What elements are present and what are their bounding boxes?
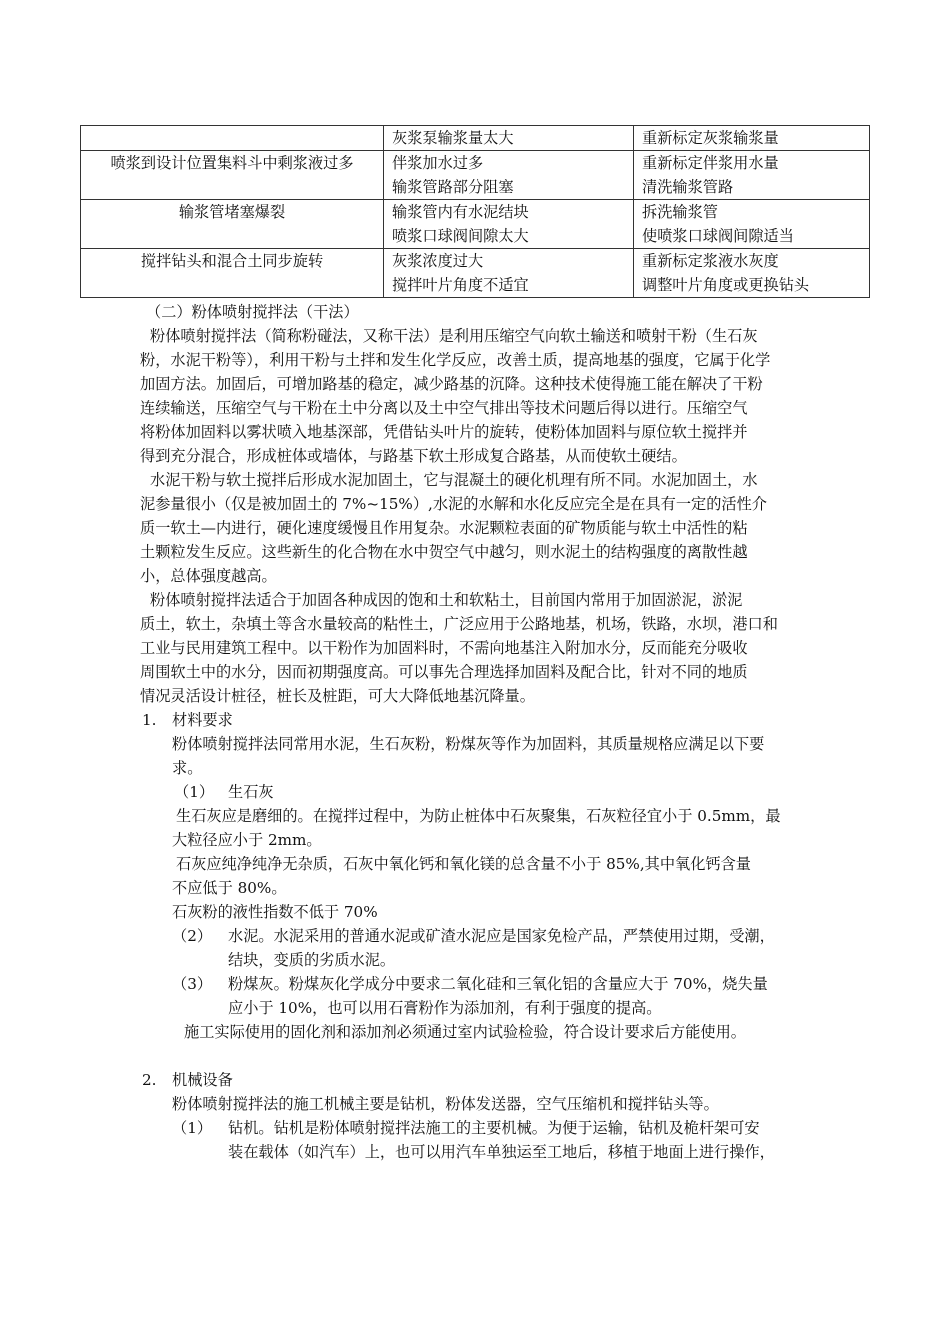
cause-text: 灰浆浓度过大 [392, 252, 484, 270]
paragraph-3 [140, 588, 816, 708]
section-2-heading [144, 1068, 816, 1092]
section-title: （二）粉体喷射搅拌法（干法） [146, 303, 359, 321]
sub-item-number: （3） [172, 975, 213, 993]
lime-text: 不应低于 80%。 [172, 879, 287, 897]
section-2-title: 机械设备 [172, 1071, 233, 1089]
sub-item-lime [172, 780, 816, 804]
blank-line [146, 1044, 816, 1068]
table-row [81, 249, 870, 298]
p2-line: 小，总体强度越高。 [140, 567, 277, 585]
sub-item-text: 结块，变质的劣质水泥。 [228, 951, 396, 969]
cause-text: 输浆管路部分阻塞 [392, 178, 514, 196]
section-1-content [172, 732, 816, 1044]
sub-item-title: 生石灰 [228, 783, 274, 801]
fix-text: 清洗输浆管路 [642, 178, 734, 196]
cause-cell [384, 126, 634, 151]
problem-cell [81, 126, 384, 151]
fix-cell [634, 249, 870, 298]
p2-line: 土颗粒发生反应。这些新生的化合物在水中贺空气中越匀，则水泥土的结构强度的离散性越 [140, 543, 748, 561]
fix-text: 重新标定浆液水灰度 [642, 252, 779, 270]
lime-text: 石灰粉的液性指数不低于 70% [172, 903, 378, 921]
p1-line: 得到充分混合，形成桩体或墙体，与路基下软土形成复合路基，从而使软土硬结。 [140, 447, 687, 465]
sub-item-cement [172, 924, 816, 972]
cause-text: 输浆管内有水泥结块 [392, 203, 529, 221]
sub-item-text: 水泥。水泥采用的普通水泥或矿渣水泥应是国家免检产品，严禁使用过期，受潮， [228, 927, 775, 945]
sub-item-text: 应小于 10%，也可以用石膏粉作为添加剂，有利于强度的提高。 [228, 999, 662, 1017]
paragraph-2 [140, 468, 816, 588]
p2-line: 泥参量很小（仅是被加固土的 7%~15%）,水泥的水解和水化反应完全是在具有一定的活性介 [140, 495, 767, 513]
p3-line: 质土，软土，杂填土等含水量较高的粘性土，广泛应用于公路地基，机场，铁路，水坝，港口和 [140, 615, 778, 633]
fix-text: 使喷浆口球阀间隙适当 [642, 227, 794, 245]
sub-item-text: 钻机。钻机是粉体喷射搅拌法施工的主要机械。为便于运输，钻机及桅杆架可安 [228, 1119, 760, 1137]
document-body [140, 300, 816, 1164]
problem-text: 搅拌钻头和混合土同步旋转 [140, 252, 324, 270]
cause-cell [384, 151, 634, 200]
problem-cell [81, 151, 384, 200]
troubleshooting-table [80, 125, 870, 298]
table-row [81, 200, 870, 249]
sub-item-flyash [172, 972, 816, 1020]
cause-text: 搅拌叶片角度不适宜 [392, 276, 529, 294]
cause-text: 灰浆泵输浆量太大 [392, 129, 514, 147]
lime-text: 生石灰应是磨细的。在搅拌过程中，为防止桩体中石灰聚集，石灰粒径宜小于 0.5mm，最 [176, 807, 781, 825]
fix-text: 调整叶片角度或更换钻头 [642, 276, 810, 294]
table-row [81, 151, 870, 200]
p3-line: 周围软土中的水分，因而初期强度高。可以事先合理选择加固料及配合比，针对不同的地质 [140, 663, 748, 681]
p3-line: 工业与民用建筑工程中。以干粉作为加固料时，不需向地基注入附加水分，反而能充分吸收 [140, 639, 748, 657]
section-1-title: 材料要求 [172, 711, 233, 729]
sub-item-text: 粉煤灰。粉煤灰化学成分中要求二氧化硅和三氧化铝的含量应大于 70%，烧失量 [228, 975, 768, 993]
cause-text: 喷浆口球阀间隙太大 [392, 227, 529, 245]
fix-text: 重新标定伴浆用水量 [642, 154, 779, 172]
problem-text: 输浆管堵塞爆裂 [178, 203, 286, 221]
sub-item-drill [172, 1116, 816, 1164]
sub-item-number: （1） [174, 783, 215, 801]
p1-line: 将粉体加固料以雾状喷入地基深部，凭借钻头叶片的旋转，使粉体加固料与原位软土搅拌并 [140, 423, 748, 441]
section-1-number: 1. [142, 711, 157, 729]
fix-cell [634, 200, 870, 249]
section-1-closing: 施工实际使用的固化剂和添加剂必须通过室内试验检验，符合设计要求后方能使用。 [184, 1023, 746, 1041]
p1-line: 粉，水泥干粉等），利用干粉与土拌和发生化学反应，改善土质，提高地基的强度，它属于化学 [140, 351, 771, 369]
cause-cell [384, 200, 634, 249]
fix-text: 重新标定灰浆输浆量 [642, 129, 779, 147]
problem-text: 喷浆到设计位置集料斗中剩浆液过多 [110, 154, 354, 172]
section-2-number: 2. [142, 1071, 157, 1089]
paragraph-1 [140, 324, 816, 468]
p3-line: 情况灵活设计桩径，桩长及桩距，可大大降低地基沉降量。 [140, 687, 535, 705]
sub-item-number: （2） [172, 927, 213, 945]
p3-line: 粉体喷射搅拌法适合于加固各种成因的饱和土和软粘土，目前国内常用于加固淤泥，淤泥 [150, 591, 743, 609]
section-2-content [172, 1092, 816, 1164]
lime-text: 大粒径应小于 2mm。 [172, 831, 322, 849]
section-2-intro: 粉体喷射搅拌法的施工机械主要是钻机，粉体发送器，空气压缩机和搅拌钻头等。 [172, 1095, 719, 1113]
fix-text: 拆洗输浆管 [642, 203, 718, 221]
table-row [81, 126, 870, 151]
sub-item-text: 装在载体（如汽车）上，也可以用汽车单独运至工地后，移植于地面上进行操作， [228, 1143, 775, 1161]
section-1-intro: 求。 [172, 759, 203, 777]
p2-line: 质一软土—内进行，硬化速度缓慢且作用复杂。水泥颗粒表面的矿物质能与软土中活性的粘 [140, 519, 748, 537]
p1-line: 连续输送，压缩空气与干粉在土中分离以及土中空气排出等技术问题后得以进行。压缩空气 [140, 399, 748, 417]
problem-cell [81, 249, 384, 298]
section-1-heading [144, 708, 816, 732]
problem-cell [81, 200, 384, 249]
lime-text: 石灰应纯净纯净无杂质，石灰中氧化钙和氧化镁的总含量不小于 85%,其中氧化钙含量 [176, 855, 751, 873]
fix-cell [634, 151, 870, 200]
cause-cell [384, 249, 634, 298]
sub-item-number: （1） [172, 1119, 213, 1137]
fix-cell [634, 126, 870, 151]
p1-line: 粉体喷射搅拌法（简称粉碰法，又称干法）是利用压缩空气向软土输送和喷射干粉（生石灰 [150, 327, 758, 345]
cause-text: 伴浆加水过多 [392, 154, 484, 172]
p1-line: 加固方法。加固后，可增加路基的稳定，减少路基的沉降。这种技术使得施工能在解决了干粉 [140, 375, 763, 393]
p2-line: 水泥干粉与软土搅拌后形成水泥加固土，它与混凝土的硬化机理有所不同。水泥加固土，水 [150, 471, 758, 489]
section-1-intro: 粉体喷射搅拌法同常用水泥，生石灰粉，粉煤灰等作为加固料，其质量规格应满足以下要 [172, 735, 765, 753]
